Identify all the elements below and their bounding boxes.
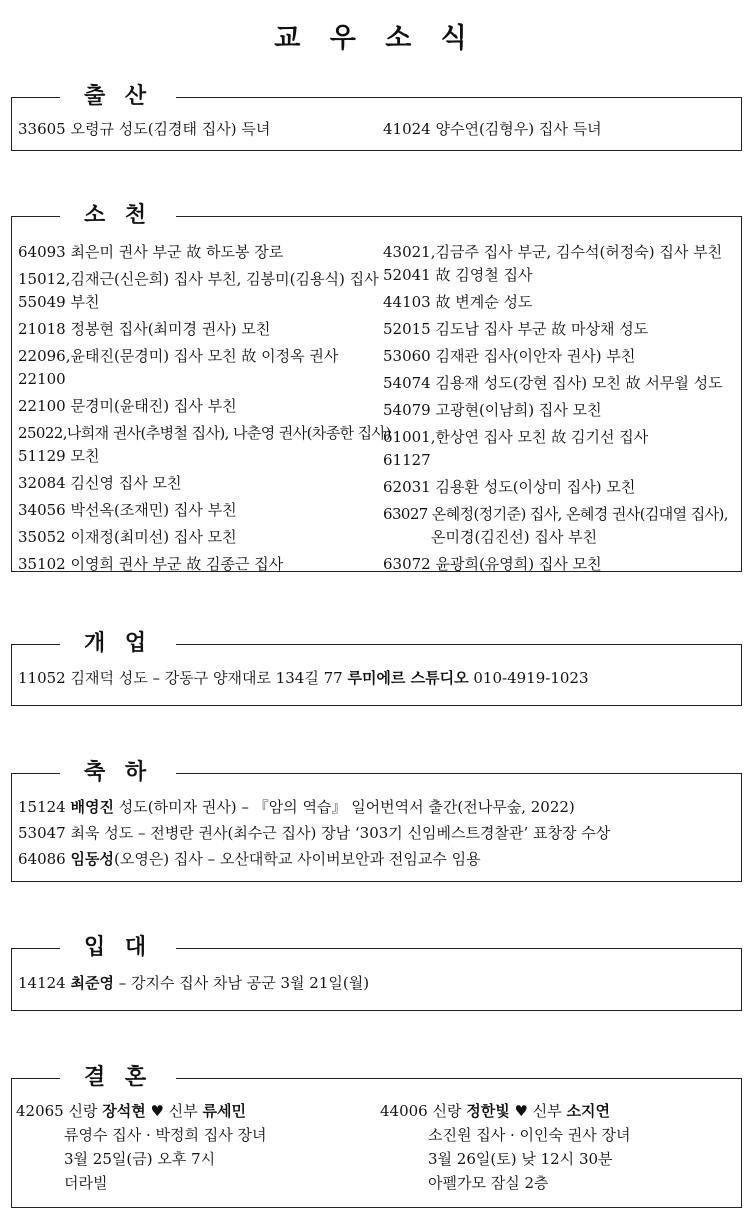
- opening-label: 개 업: [60, 628, 176, 658]
- list-item: 62031 김용환 성도(이상미 집사) 모친: [383, 478, 636, 496]
- list-item: 63072 윤광희(유영희) 집사 모친: [383, 555, 602, 573]
- list-item: 55049 부친: [18, 293, 100, 311]
- birth-right: 41024 양수연(김형우) 집사 득녀: [383, 120, 602, 138]
- condolence-right-column: [383, 241, 737, 576]
- wedding-section: [11, 1064, 742, 1208]
- list-item: 22096,윤태진(문경미) 집사 모친 故 이정옥 권사: [18, 347, 339, 365]
- list-item: 43021,김금주 집사 부군, 김수석(허정숙) 집사 부친: [383, 243, 723, 261]
- list-item: 온미경(김진선) 집사 부친: [431, 528, 598, 546]
- enlist-label: 입 대: [60, 932, 176, 962]
- wedding-couple: [16, 1099, 376, 1123]
- enlist-text: – 강지수 집사 차남 공군 3월 21일(월): [113, 974, 370, 992]
- list-item: 54074 김용재 성도(강현 집사) 모친 故 서무월 성도: [383, 374, 723, 392]
- list-item: 21018 정봉현 집사(최미경 권사) 모친: [18, 320, 271, 338]
- congrats-text: 성도(하미자 권사) – 『암의 역습』 일어번역서 출간(전나무숲, 2022): [113, 798, 575, 816]
- condolence-label: 소 천: [60, 200, 176, 230]
- bride-prefix: 신부: [527, 1102, 567, 1120]
- groom-name: 정한빛: [466, 1102, 510, 1120]
- list-item: 22100 문경미(윤태진) 집사 부친: [18, 397, 237, 415]
- wedding-right: [380, 1099, 736, 1195]
- wedding-left: [16, 1099, 376, 1195]
- list-item: 51129 모친: [18, 447, 100, 465]
- member-id: 64086: [18, 850, 71, 868]
- wedding-id: 42065 신랑: [16, 1102, 103, 1120]
- list-item: 61001,한상연 집사 모친 故 김기선 집사: [383, 428, 649, 446]
- wedding-parents: 소진원 집사 · 이인숙 권사 장녀: [428, 1126, 631, 1144]
- member-name: 배영진: [70, 798, 114, 816]
- birth-left: 33605 오령규 성도(김경태 집사) 득녀: [18, 120, 271, 138]
- condolence-section: [11, 202, 742, 573]
- wedding-id: 44006 신랑: [380, 1102, 467, 1120]
- member-id: 14124: [18, 974, 71, 992]
- heart-icon: ♥: [514, 1102, 528, 1120]
- list-item: 15012,김재근(신은희) 집사 부친, 김봉미(김용식) 집사: [18, 270, 379, 288]
- bride-name: 류세민: [202, 1102, 246, 1120]
- list-item: 53060 김재관 집사(이안자 권사) 부친: [383, 347, 636, 365]
- list-item: 34056 박선옥(조재민) 집사 부친: [18, 501, 237, 519]
- opening-text: 11052 김재덕 성도 – 강동구 양재대로 134길 77: [18, 669, 348, 687]
- congrats-line-1: [18, 794, 575, 821]
- congrats-line-2: [18, 820, 610, 847]
- wedding-date: 3월 25일(금) 오후 7시: [64, 1150, 216, 1168]
- list-item: 25022,나희재 권사(추병철 집사), 나춘영 권사(차종한 집사): [18, 424, 391, 442]
- congrats-section: [11, 759, 742, 882]
- bride-prefix: 신부: [163, 1102, 203, 1120]
- member-name: 최준영: [70, 974, 114, 992]
- wedding-couple: [380, 1099, 736, 1123]
- condolence-left-column: [18, 241, 391, 576]
- phone-number: 010-4919-1023: [468, 669, 589, 687]
- groom-name: 장석현: [102, 1102, 146, 1120]
- congrats-label: 축 하: [60, 757, 176, 787]
- birth-section: [11, 83, 742, 151]
- congrats-text: 53047 최욱 성도 – 전병란 권사(최수근 집사) 장남 ‘303기 신임베스트경찰관’ 표창장 수상: [18, 824, 611, 842]
- list-item: 22100: [18, 370, 66, 388]
- enlist-line: [18, 970, 369, 997]
- wedding-place: 아펠가모 잠실 2층: [428, 1174, 549, 1192]
- bride-name: 소지연: [566, 1102, 610, 1120]
- list-item: 54079 고광현(이남희) 집사 모친: [383, 401, 602, 419]
- congrats-text: (오영은) 집사 – 오산대학교 사이버보안과 전임교수 임용: [113, 850, 481, 868]
- enlist-section: [11, 934, 742, 1011]
- list-item: 64093 최은미 권사 부군 故 하도봉 장로: [18, 243, 284, 261]
- list-item: 44103 故 변계순 성도: [383, 293, 533, 311]
- list-item: 52015 김도남 집사 부군 故 마상채 성도: [383, 320, 649, 338]
- birth-label: 출 산: [60, 81, 176, 111]
- list-item: 63027 온혜정(정기준) 집사, 온혜경 권사(김대열 집사),: [383, 505, 728, 523]
- list-item: 52041 故 김영철 집사: [383, 266, 533, 284]
- member-id: 15124: [18, 798, 71, 816]
- wedding-date: 3월 26일(토) 낮 12시 30분: [428, 1150, 613, 1168]
- heart-icon: ♥: [150, 1102, 164, 1120]
- member-name: 임동성: [70, 850, 114, 868]
- list-item: 35102 이영희 권사 부군 故 김종근 집사: [18, 555, 284, 573]
- business-name: 루미에르 스튜디오: [347, 669, 469, 687]
- wedding-place: 더라빌: [64, 1174, 108, 1192]
- list-item: 61127: [383, 451, 431, 469]
- page-title: 교 우 소 식: [274, 23, 477, 54]
- opening-line: [18, 665, 589, 692]
- congrats-line-3: [18, 846, 481, 873]
- list-item: 35052 이재정(최미선) 집사 모친: [18, 528, 237, 546]
- wedding-label: 결 혼: [60, 1062, 176, 1092]
- list-item: 32084 김신영 집사 모친: [18, 474, 182, 492]
- wedding-parents: 류영수 집사 · 박정희 집사 장녀: [64, 1126, 267, 1144]
- opening-section: [11, 630, 742, 706]
